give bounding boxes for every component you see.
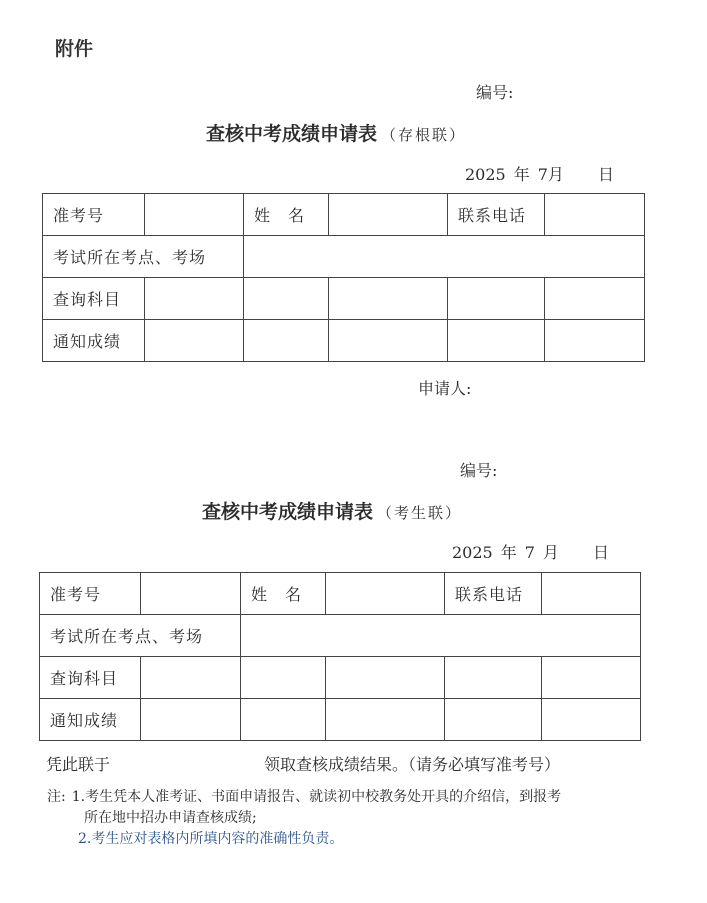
candidate-subject-field-5[interactable] (542, 657, 641, 699)
stub-name-field[interactable] (329, 194, 448, 236)
stub-score-field-2[interactable] (244, 320, 329, 362)
stub-name-label: 姓 名 (244, 194, 329, 236)
stub-subject-field-3[interactable] (329, 278, 448, 320)
stub-date-year-unit: 年 (513, 165, 530, 184)
stub-subject-field-2[interactable] (244, 278, 329, 320)
candidate-name-field[interactable] (326, 573, 445, 615)
stub-date-day-unit: 日 (597, 165, 614, 184)
candidate-exam-no-field[interactable] (141, 573, 241, 615)
stub-score-label: 通知成绩 (43, 320, 145, 362)
candidate-row-site (40, 615, 641, 657)
stub-exam-site-field[interactable] (244, 236, 645, 278)
candidate-subject-label: 查询科目 (40, 657, 141, 699)
stub-title-text: 查核中考成绩申请表 (206, 123, 378, 145)
stub-score-field-5[interactable] (545, 320, 645, 362)
stub-score-field-3[interactable] (329, 320, 448, 362)
stub-phone-field[interactable] (545, 194, 645, 236)
stub-date-month-unit: 月 (547, 165, 564, 184)
candidate-date-month: 7 (524, 543, 535, 562)
candidate-date-day-unit: 日 (592, 543, 609, 562)
candidate-exam-site-label: 考试所在考点、考场 (40, 615, 241, 657)
candidate-number-label: 编号: (460, 461, 498, 480)
candidate-title (202, 497, 462, 524)
candidate-row-score (40, 699, 641, 741)
stub-applicant-label: 申请人: (418, 379, 472, 398)
note-line-1 (47, 787, 561, 808)
stub-subtitle: （存根联） (381, 126, 467, 144)
stub-exam-no-field[interactable] (145, 194, 244, 236)
candidate-subject-field-4[interactable] (445, 657, 542, 699)
stub-date (465, 162, 614, 185)
note-line-3 (47, 829, 561, 850)
candidate-row-identity (40, 573, 641, 615)
note-item-1-line-1: 1.考生凭本人准考证、书面申请报告、就读初中校教务处开具的介绍信，到报考 (71, 789, 562, 805)
voucher-prefix: 凭此联于 (46, 755, 111, 774)
candidate-score-field-1[interactable] (141, 699, 241, 741)
stub-exam-no-label: 准考号 (43, 194, 145, 236)
candidate-subject-field-1[interactable] (141, 657, 241, 699)
stub-subject-field-5[interactable] (545, 278, 645, 320)
candidate-date-month-unit: 月 (542, 543, 559, 562)
stub-score-field-1[interactable] (145, 320, 244, 362)
stub-date-year: 2025 (465, 165, 506, 184)
stub-row-subject (43, 278, 645, 320)
candidate-exam-site-field[interactable] (241, 615, 641, 657)
stub-row-score (43, 320, 645, 362)
stub-subject-label: 查询科目 (43, 278, 145, 320)
candidate-form-table (39, 572, 641, 741)
stub-phone-label: 联系电话 (448, 194, 545, 236)
candidate-score-field-4[interactable] (445, 699, 542, 741)
notes (47, 787, 561, 850)
candidate-name-label: 姓 名 (241, 573, 326, 615)
stub-subject-field-1[interactable] (145, 278, 244, 320)
candidate-subtitle: （考生联） (377, 504, 463, 522)
note-line-2 (47, 808, 561, 829)
attachment-label: 附件 (55, 38, 94, 60)
candidate-subject-field-3[interactable] (326, 657, 445, 699)
note-item-2: 2.考生应对表格内所填内容的准确性负责。 (78, 831, 344, 847)
candidate-phone-label: 联系电话 (445, 573, 542, 615)
stub-date-month: 7 (537, 165, 548, 184)
candidate-score-field-2[interactable] (241, 699, 326, 741)
candidate-phone-field[interactable] (542, 573, 641, 615)
stub-score-field-4[interactable] (448, 320, 545, 362)
stub-exam-site-label: 考试所在考点、考场 (43, 236, 244, 278)
candidate-exam-no-label: 准考号 (40, 573, 141, 615)
stub-number-label: 编号: (476, 83, 514, 102)
stub-subject-field-4[interactable] (448, 278, 545, 320)
candidate-date-year: 2025 (452, 543, 493, 562)
candidate-title-text: 查核中考成绩申请表 (202, 501, 374, 523)
note-item-1-line-2: 所在地中招办申请查核成绩; (84, 810, 257, 826)
notes-label: 注: (47, 789, 66, 805)
stub-form-table (42, 193, 645, 362)
candidate-subject-field-2[interactable] (241, 657, 326, 699)
candidate-row-subject (40, 657, 641, 699)
candidate-date-year-unit: 年 (500, 543, 517, 562)
stub-title (206, 119, 466, 146)
candidate-date (452, 540, 609, 563)
stub-row-identity (43, 194, 645, 236)
stub-row-site (43, 236, 645, 278)
candidate-score-label: 通知成绩 (40, 699, 141, 741)
candidate-score-field-3[interactable] (326, 699, 445, 741)
voucher-suffix: 领取查核成绩结果。（请务必填写准考号） (264, 755, 561, 774)
candidate-score-field-5[interactable] (542, 699, 641, 741)
